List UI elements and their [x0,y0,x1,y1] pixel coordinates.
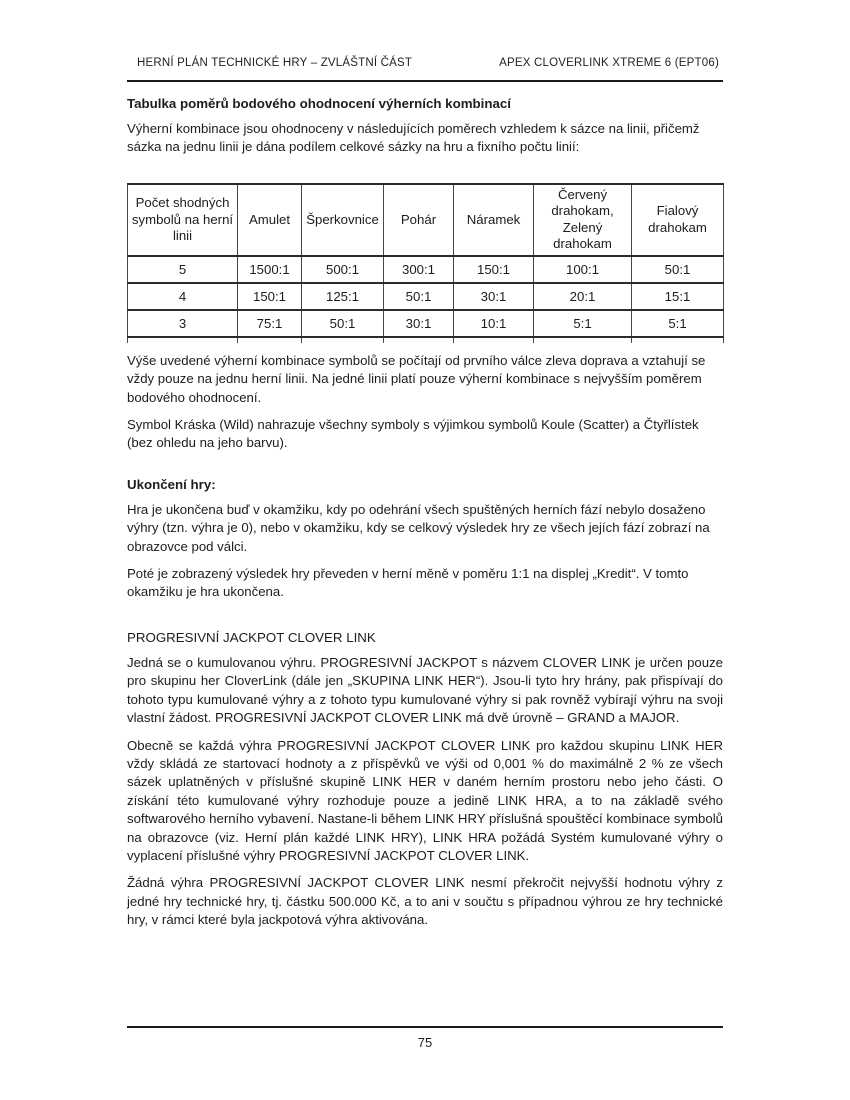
jackpot-paragraph-3: Žádná výhra PROGRESIVNÍ JACKPOT CLOVER LINK nesmí překročit nejvyšší hodnotu výhry z jedné hry technické hry, tj. částku 500.000 Kč, a to ani v součtu s případnou výhrou ze hry technické hry, v rámci které byla jackpotová výhra aktivována. [127,875,723,928]
jackpot-paragraph-1: Jedná se o kumulovanou výhru. PROGRESIVNÍ JACKPOT s názvem CLOVER LINK je určen pouze pro skupinu her CloverLink (dále jen „SKUPINA LINK HER“). Jsou-li tyto hry hrány, pak přispívají do tohoto typu kumulované výhry a z tohoto typu kumulované výhry si pak rovněž vybírají výhru na svoji vlastní žádost. PROGRESIVNÍ JACKPOT CLOVER LINK má dvě úrovně – GRAND a MAJOR. [127,654,723,726]
table-stub-row [128,337,724,343]
game-end-paragraph-1: Hra je ukončena buď v okamžiku, kdy po odehrání všech spuštěných herních fází nebylo dosaženo výhry (tzn. výhra je 0), nebo v okamžiku, kdy se celkový výsledek hry ze všech jejích fází zobrazí na obrazovce pod válci. [127,501,710,554]
table-header-cell: Pohár [384,184,454,256]
table-row [128,310,724,337]
jackpot-paragraph-2: Obecně se každá výhra PROGRESIVNÍ JACKPOT CLOVER LINK pro každou skupinu LINK HER vždy skládá ze startovací hodnoty a z příspěvků ve výši od 0,001 % do maximálně 2 % ze všech sázek uplatněných v příslušné skupině LINK HER v daném herním prostoru nebo jeho části. O získání této kumulované výhry rozhoduje pouze a jedině LINK HRA, a to na základě svého softwarového herního vybavení. Nastane-li během LINK HRY příslušná spouštěcí kombinace symbolů na obrazovce (viz. Herní plán každé LINK HRY), LINK HRA požádá Systém kumulované výhry o vyplacení příslušné výhry PROGRESIVNÍ JACKPOT CLOVER LINK. [127,737,723,863]
table-cell: 300:1 [384,256,454,283]
table-stub-cell [238,337,302,343]
payout-table-header-row [128,184,724,256]
table-cell: 500:1 [302,256,384,283]
table-header-cell: Počet shodných symbolů na herní linii [128,184,238,256]
table-cell: 20:1 [534,283,632,310]
table-stub-cell [632,337,724,343]
payout-intro-paragraph: Výherní kombinace jsou ohodnoceny v následujících poměrech vzhledem k sázce na linii, přičemž sázka na jednu linii je dána podílem celkové sázky na hru a fixního počtu linií: [127,121,700,155]
jackpot-section-title: PROGRESIVNÍ JACKPOT CLOVER LINK [127,629,376,645]
payout-note-paragraph: Výše uvedené výherní kombinace symbolů se počítají od prvního válce zleva doprava a vztahují se vždy pouze na jednu herní linii. Na jedné linii platí pouze výherní kombinace s nejvyšším poměrem bodového ohodnocení. [127,352,706,405]
game-end-paragraph-2: Poté je zobrazený výsledek hry převeden v herní měně v poměru 1:1 na displej „Kredit“. V tomto okamžiku je hra ukončena. [127,566,689,600]
game-end-section-title: Ukončení hry: [127,476,216,492]
table-cell: 10:1 [454,310,534,337]
table-cell: 75:1 [238,310,302,337]
table-header-cell: Náramek [454,184,534,256]
header-left-title: HERNÍ PLÁN TECHNICKÉ HRY – ZVLÁŠTNÍ ČÁST [137,57,413,69]
table-cell: 100:1 [534,256,632,283]
table-cell: 50:1 [384,283,454,310]
table-cell: 30:1 [454,283,534,310]
table-cell: 150:1 [454,256,534,283]
payout-section-title: Tabulka poměrů bodového ohodnocení výherních kombinací [127,96,511,111]
table-cell: 15:1 [632,283,724,310]
table-header-cell: Šperkovnice [302,184,384,256]
table-header-cell: Červený drahokam, Zelený drahokam [534,184,632,256]
table-row [128,283,724,310]
table-header-cell: Fialový drahokam [632,184,724,256]
page-header [127,57,723,69]
table-cell: 5:1 [534,310,632,337]
table-stub-cell [534,337,632,343]
table-cell: 1500:1 [238,256,302,283]
header-right-title: APEX CLOVERLINK XTREME 6 (EPT06) [499,57,719,69]
wild-symbol-paragraph: Symbol Kráska (Wild) nahrazuje všechny symboly s výjimkou symbolů Koule (Scatter) a Čtyřlístek (bez ohledu na jeho barvu). [127,417,699,451]
table-stub-cell [302,337,384,343]
table-header-cell: Amulet [238,184,302,256]
table-stub-cell [454,337,534,343]
table-cell: 5:1 [632,310,724,337]
page-footer [127,1026,723,1052]
table-cell: 3 [128,310,238,337]
table-cell: 50:1 [632,256,724,283]
table-row [128,256,724,283]
payout-table [127,183,724,343]
table-stub-cell [128,337,238,343]
table-cell: 125:1 [302,283,384,310]
table-cell: 30:1 [384,310,454,337]
table-cell: 150:1 [238,283,302,310]
table-cell: 50:1 [302,310,384,337]
table-cell: 4 [128,283,238,310]
table-stub-cell [384,337,454,343]
table-cell: 5 [128,256,238,283]
page-number: 75 [417,1035,433,1050]
header-divider [127,80,723,82]
